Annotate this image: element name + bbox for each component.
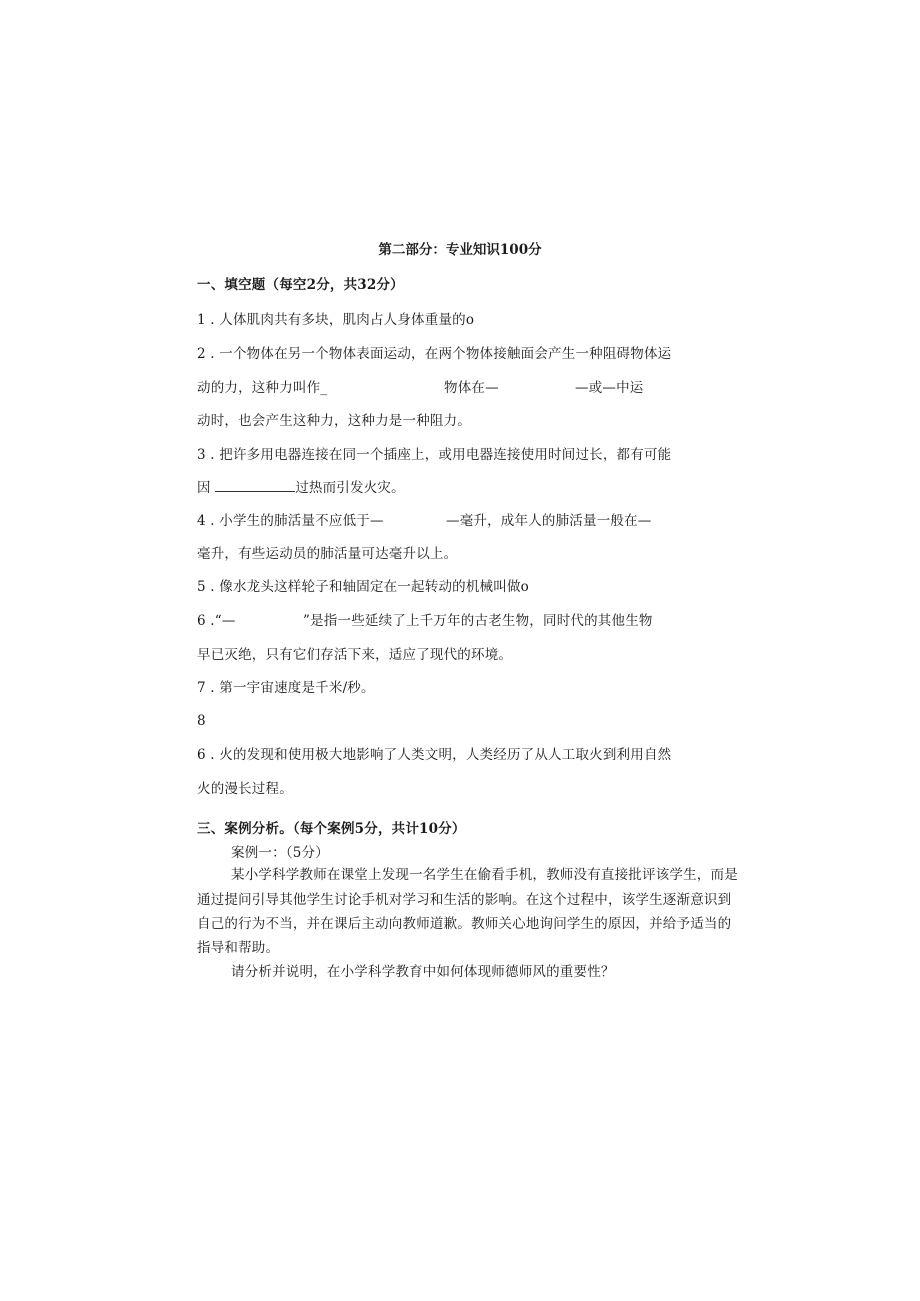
- question-3-line-2: [197, 479, 405, 497]
- question-6-line-1b: ”是指一些延续了上千万年的古老生物，同时代的其他生物: [303, 613, 653, 629]
- question-2-line-2a: 动的力，这种力叫作_: [197, 380, 328, 396]
- question-2-line-2b: 物体在—: [444, 380, 499, 396]
- case-1-title: 案例一：（5分）: [231, 845, 329, 861]
- question-5: 5 . 像水龙头这样轮子和轴固定在一起转动的机械叫做o: [197, 579, 529, 595]
- question-6-line-2: 早已灭绝，只有它们存活下来，适应了现代的环境。: [197, 647, 513, 663]
- case-1-question: 请分析并说明，在小学科学教育中如何体现师德师风的重要性？: [231, 964, 615, 980]
- question-9-line-1: 6 . 火的发现和使用极大地影响了人类文明，人类经历了从人工取火到利用自然: [197, 747, 672, 763]
- question-4-line-1a: 4 . 小学生的肺活量不应低于—: [197, 513, 384, 529]
- case-1-line-3: 自己的行为不当，并在课后主动向教师道歉。教师关心地询问学生的原因，并给予适当的: [197, 916, 732, 932]
- question-3-line-1: 3 . 把许多用电器连接在同一个插座上，或用电器连接使用时间过长，都有可能: [197, 447, 672, 463]
- question-4-line-2: 毫升，有些运动员的肺活量可达毫升以上。: [197, 546, 458, 562]
- question-1: 1 . 人体肌肉共有多块，肌肉占人身体重量的o: [197, 312, 475, 328]
- question-2-line-3: 动时，也会产生这种力，这种力是一种阻力。: [197, 413, 471, 429]
- question-9-line-2: 火的漫长过程。: [197, 781, 293, 797]
- question-7: 7 . 第一宇宙速度是千米/秒。: [197, 680, 375, 696]
- section-fill-in-heading: 一、填空题（每空2分，共32分）: [197, 277, 404, 293]
- question-4-line-1b: —毫升，成年人的肺活量一般在—: [446, 513, 652, 529]
- page-title: 第二部分：专业知识100分: [378, 242, 542, 258]
- question-6-line-1a: 6 .“—: [197, 613, 236, 629]
- question-2-line-2c: —或—中运: [575, 380, 644, 396]
- question-2-line-1: 2 . 一个物体在另一个物体表面运动，在两个物体接触面会产生一种阻碍物体运: [197, 346, 672, 362]
- section-case-analysis-heading: 三、案例分析。（每个案例5分，共计10分）: [197, 821, 466, 837]
- question-3-suffix: 过热而引发火灾。: [295, 480, 405, 496]
- question-8: 8: [197, 713, 206, 729]
- case-1-line-1: 某小学科学教师在课堂上发现一名学生在偷看手机，教师没有直接批评该学生，而是: [231, 867, 738, 883]
- case-1-line-2: 通过提问引导其他学生讨论手机对学习和生活的影响。在这个过程中，该学生逐渐意识到: [197, 892, 732, 908]
- case-1-line-4: 指导和帮助。: [197, 940, 280, 956]
- question-3-prefix: 因: [197, 480, 216, 496]
- answer-blank: [215, 479, 295, 492]
